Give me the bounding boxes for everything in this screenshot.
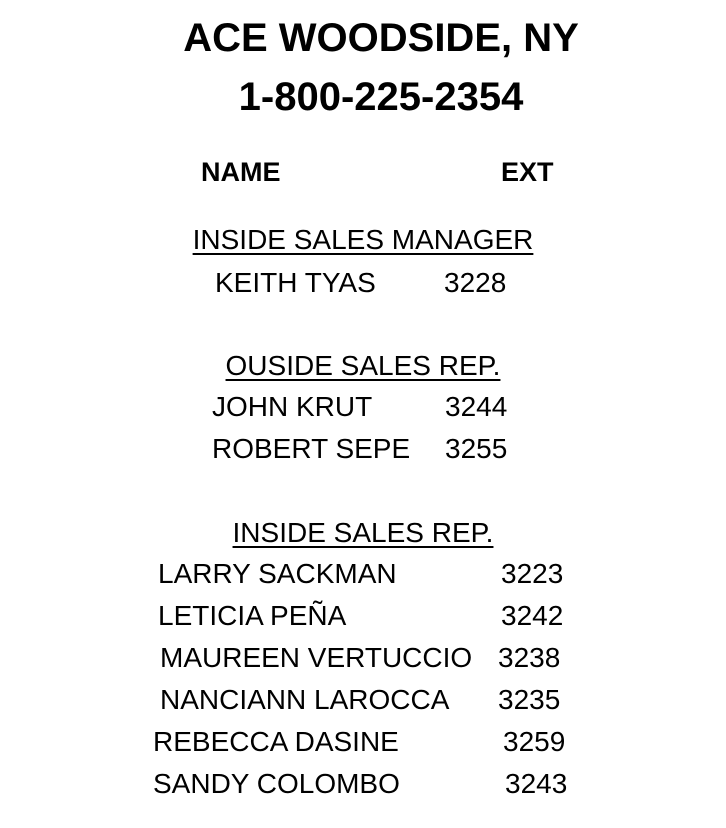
employee-ext: 3223 bbox=[501, 558, 564, 589]
employee-ext: 3244 bbox=[445, 391, 508, 422]
employee-name: SANDY COLOMBO bbox=[153, 768, 400, 799]
employee-ext: 3243 bbox=[505, 768, 568, 799]
employee-ext: 3259 bbox=[503, 726, 566, 757]
employee-name: REBECCA DASINE bbox=[153, 726, 399, 757]
employee-name: LARRY SACKMAN bbox=[158, 558, 397, 589]
employee-ext: 3238 bbox=[498, 642, 561, 673]
employee-name: LETICIA PEÑA bbox=[158, 600, 347, 631]
employee-name: ROBERT SEPE bbox=[212, 433, 411, 464]
section-title-inside-sales-rep: INSIDE SALES REP. bbox=[232, 517, 494, 548]
employee-ext: 3255 bbox=[445, 433, 508, 464]
page-title: ACE WOODSIDE, NY bbox=[183, 16, 579, 60]
name-column-header: NAME bbox=[201, 157, 281, 187]
employee-name: MAUREEN VERTUCCIO bbox=[160, 642, 473, 673]
employee-ext: 3228 bbox=[444, 267, 507, 298]
phone-number: 1-800-225-2354 bbox=[238, 75, 524, 119]
employee-name: JOHN KRUT bbox=[212, 391, 373, 422]
section-title-inside-sales-manager: INSIDE SALES MANAGER bbox=[192, 224, 534, 255]
employee-name: KEITH TYAS bbox=[215, 267, 376, 298]
employee-ext: 3235 bbox=[498, 684, 561, 715]
employee-ext: 3242 bbox=[501, 600, 564, 631]
employee-name: NANCIANN LAROCCA bbox=[160, 684, 450, 715]
section-title-outside-sales-rep: OUSIDE SALES REP. bbox=[225, 350, 501, 381]
ext-column-header: EXT bbox=[501, 157, 554, 187]
